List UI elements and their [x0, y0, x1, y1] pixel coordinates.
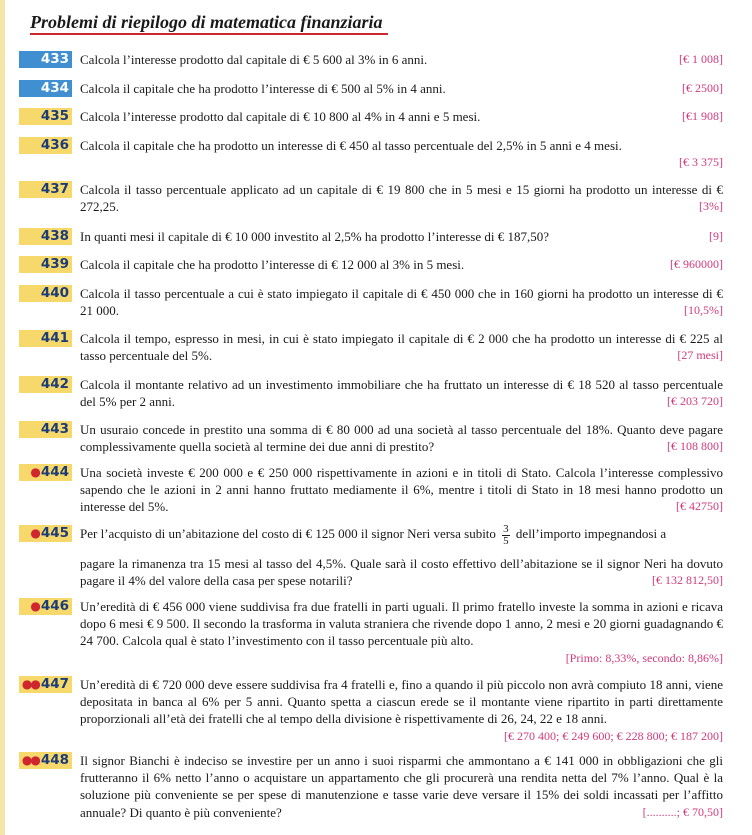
problem-text: Calcola l’interesse prodotto dal capitale di € 5 600 al 3% in 6 anni.: [80, 52, 428, 67]
problem-number: [19, 676, 72, 693]
problem-number-label: 448: [40, 752, 69, 768]
problem-text: Il signor Bianchi è indeciso se investire per un anno i suoi risparmi che ammontano a € 141 000 in obbligazioni che gli frutteranno il 6% netto l’anno o acquistare un appartamento che gli procurerà una rendita netta del 7% l’anno. Qual è la soluzione più conveniente se per spese di manutenzione e tasse varie deve versare il 15% dei soldi incassati per l’affitto annuale? Di quanto è più conveniente?: [80, 753, 723, 820]
problem-answer: [€ 960000]: [670, 257, 723, 271]
problem-number: 438: [19, 228, 72, 245]
problem-answer: [€ 203 720]: [667, 394, 723, 408]
difficulty-dots: ●: [30, 465, 39, 479]
problem-text: Un’eredità di € 720 000 deve essere suddivisa fra 4 fratelli e, fino a quando il più piccolo non avrà compiuto 18 anni, viene depositata in banca al 6% per 5 anni. Quanto spetta a ciascun erede se il montante viene ripartito in parti direttamente proporzionali all’età dei fratelli che al tempo della divisione è rispettivamente di 26, 24, 22 e 18 anni.: [80, 677, 723, 727]
fraction-three-fifths: [502, 524, 510, 547]
problem-number: 436: [19, 137, 72, 154]
problem-answer: [27 mesi]: [677, 348, 723, 362]
fraction-denominator: 5: [503, 534, 509, 547]
problem-text: Un’eredità di € 456 000 viene suddivisa fra due fratelli in parti uguali. Il primo fratello investe la somma in azioni e ricava dopo 6 mesi € 9 500. Il secondo la trasforma in valuta straniera che rivende dopo 1 anno, 2 mesi e 20 giorni guadagnando € 24 700. Calcola qual è stato l’investimento con il tasso percentuale più alto.: [80, 599, 723, 649]
problem-number-label: 445: [40, 525, 69, 541]
difficulty-dots: ●: [30, 599, 39, 613]
problem-text-continued: pagare la rimanenza tra 15 mesi al tasso del 4,5%. Quale sarà il costo effettivo dell’abitazione se il signor Neri ha dovuto pagare il 4% del valore della casa per spese notarili?: [80, 556, 723, 589]
difficulty-dots: ●: [30, 526, 39, 540]
problem-text-first-line: [80, 521, 723, 547]
problem-text: Calcola il capitale che ha prodotto un interesse di € 450 al tasso percentuale del 2,5% in 5 anni e 4 mesi.: [80, 138, 622, 153]
problem-answer: [€ 1 008]: [679, 52, 723, 66]
problem-text: In quanti mesi il capitale di € 10 000 investito al 2,5% ha prodotto l’interesse di € 187,50?: [80, 229, 549, 244]
problem-answer: [9]: [709, 229, 723, 243]
problem-answer: [€ 270 400; € 249 600; € 228 800; € 187 200]: [504, 729, 723, 743]
problem-number-label: 446: [40, 598, 69, 614]
difficulty-dots: ●●: [21, 753, 39, 767]
problem-text: Calcola il tasso percentuale applicato ad un capitale di € 19 800 che in 5 mesi e 15 giorni ha prodotto un interesse di € 272,25.: [80, 182, 723, 215]
problem-text: Calcola il capitale che ha prodotto l’interesse di € 500 al 5% in 4 anni.: [80, 81, 446, 96]
problem-text: Calcola il capitale che ha prodotto l’interesse di € 12 000 al 3% in 5 mesi.: [80, 257, 465, 272]
problem-text-part-b: dell’importo impegnandosi a: [515, 526, 667, 541]
problem-answer: [€ 3 375]: [679, 155, 723, 169]
problem-text: Calcola il montante relativo ad un investimento immobiliare che ha fruttato un interesse di € 18 520 al tasso percentuale del 5% per 2 anni.: [80, 377, 723, 410]
problem-text: Calcola l’interesse prodotto dal capitale di € 10 800 al 4% in 4 anni e 5 mesi.: [80, 109, 481, 124]
problem-answer: [€ 42750]: [676, 499, 723, 513]
problem-text: Calcola il tempo, espresso in mesi, in cui è stato impiegato il capitale di € 2 000 che ha prodotto un interesse di € 225 al tasso percentuale del 5%.: [80, 331, 723, 364]
problem-number-label: 447: [40, 676, 69, 692]
difficulty-dots: ●●: [21, 677, 39, 691]
problem-number: 437: [19, 181, 72, 198]
problem-text: Calcola il tasso percentuale a cui è stato impiegato il capitale di € 450 000 che in 160 giorni ha prodotto un interesse di € 21 000.: [80, 286, 723, 319]
page-title: Problemi di riepilogo di matematica finanziaria: [30, 12, 383, 32]
problem-text: Un usuraio concede in prestito una somma di € 80 000 ad una società al tasso percentuale del 18%. Quanto deve pagare complessivamente quella società al termine dei due anni di prestito?: [80, 422, 723, 455]
problem-number: 439: [19, 256, 72, 273]
problem-number: 441: [19, 330, 72, 347]
problem-number: 442: [19, 376, 72, 393]
problem-number-label: 444: [40, 464, 69, 480]
problem-number: 440: [19, 285, 72, 302]
problem-number: 433: [19, 51, 72, 68]
problem-answer: [10,5%]: [684, 303, 723, 317]
problem-number: 435: [19, 108, 72, 125]
problem-number: 434: [19, 80, 72, 97]
problem-number: [19, 752, 72, 769]
problem-number: [19, 464, 72, 481]
problem-number: [19, 525, 72, 542]
problem-answer: [3%]: [699, 199, 723, 213]
left-margin-band: [0, 0, 5, 835]
problem-number: 443: [19, 421, 72, 438]
title-underline: [30, 33, 388, 35]
fraction-numerator: 3: [503, 522, 509, 535]
problem-text: Una società investe € 200 000 e € 250 000 rispettivamente in azioni e in titoli di Stato. Calcola l’interesse complessivo sapendo che le azioni in 2 anni hanno fruttato mediamente il 6%, mentre i titoli di Stato in 18 mesi hanno prodotto un interesse del 5%.: [80, 465, 723, 515]
problem-answer: [Primo: 8,33%, secondo: 8,86%]: [565, 651, 723, 665]
problem-answer: [..........; € 70,50]: [642, 805, 723, 819]
problem-number: [19, 598, 72, 615]
problem-text-part-a: Per l’acquisto di un’abitazione del costo di € 125 000 il signor Neri versa subito: [80, 526, 496, 541]
problem-answer: [€1 908]: [682, 109, 723, 123]
problem-answer: [€ 132 812,50]: [652, 573, 723, 587]
problem-answer: [€ 2500]: [682, 81, 723, 95]
problem-answer: [€ 108 800]: [667, 439, 723, 453]
